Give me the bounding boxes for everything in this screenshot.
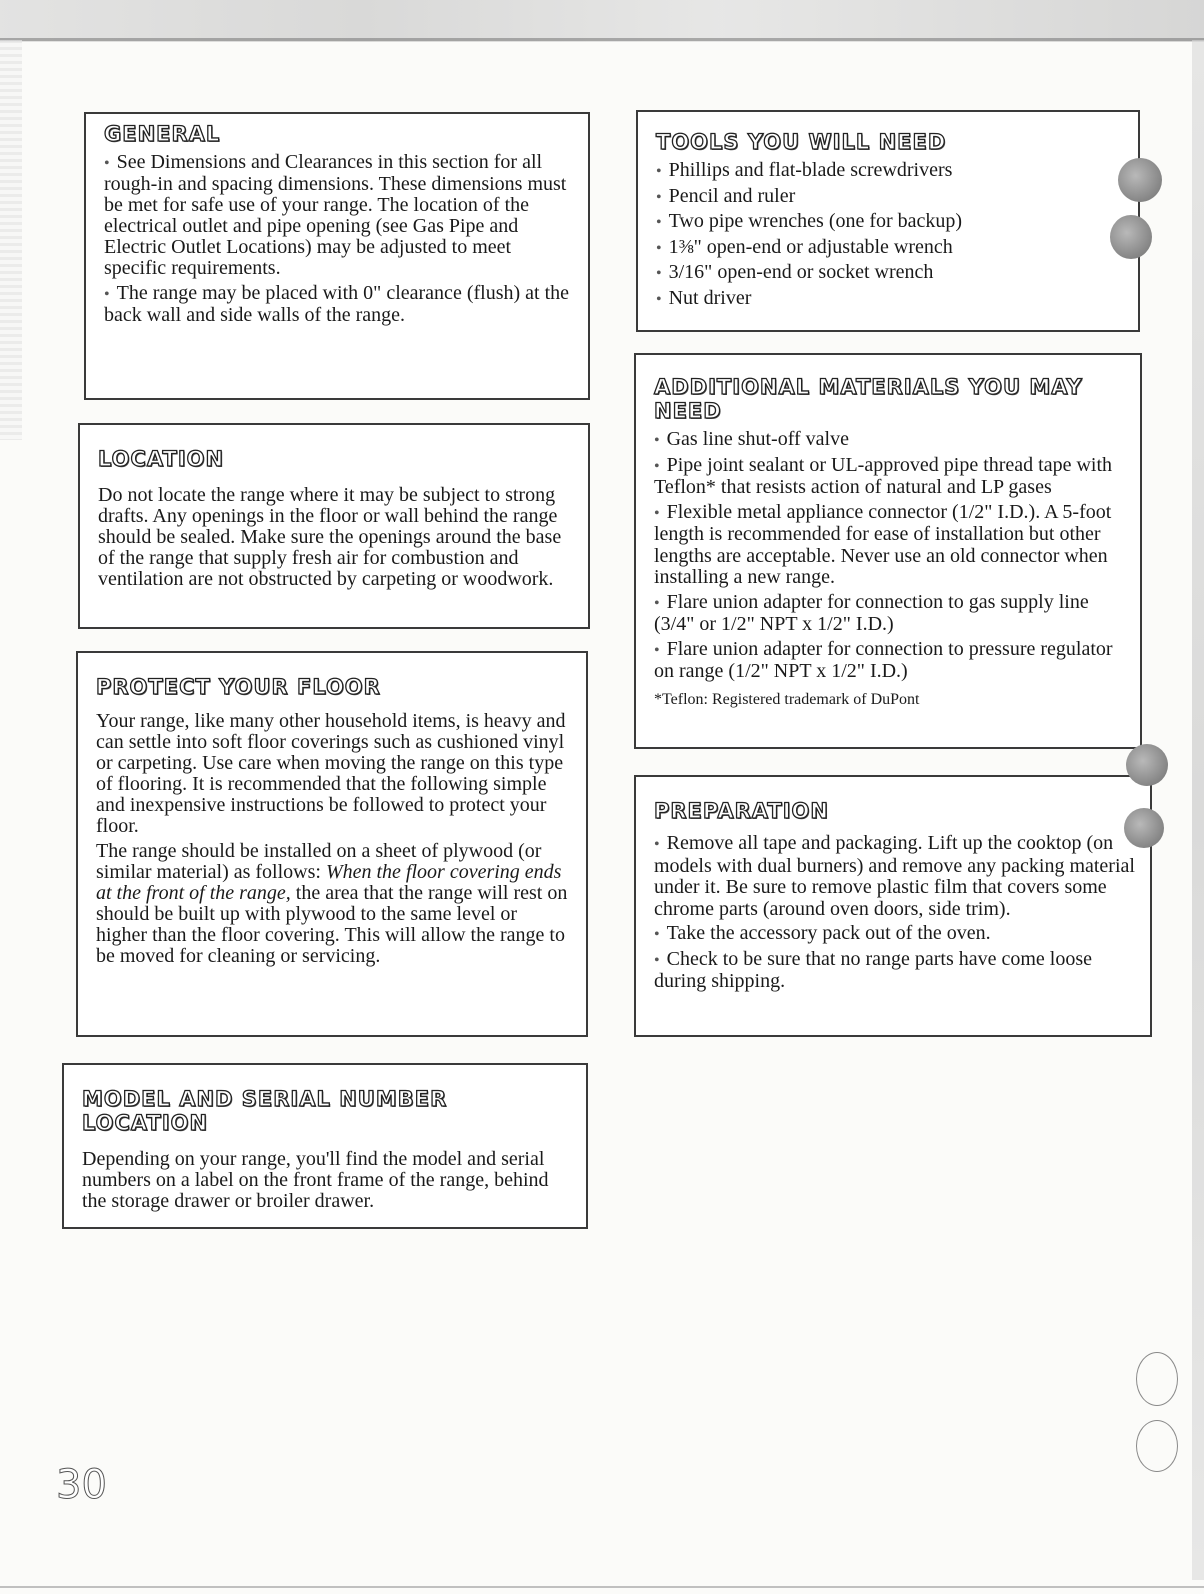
list-item: • Flexible metal appliance connector (1/2" I.D.). A 5-foot length is recommended for ease of installation but other lengths are acceptable. Never use an old connector when installing a new range. [654,502,1126,589]
list-item: • Gas line shut-off valve [654,429,1126,452]
list-item: • Flare union adapter for connection to gas supply line (3/4" or 1/2" NPT x 1/2" I.D.) [654,592,1126,636]
list-item: • Check to be sure that no range parts have come loose during shipping. [654,949,1136,993]
list-item: • Two pipe wrenches (one for backup) [656,211,1124,234]
list-item: • Pencil and ruler [656,186,1124,209]
general-paragraph-2: • The range may be placed with 0" clearance (flush) at the back wall and side walls of the range. [104,283,574,326]
list-item: • 1⅜" open-end or adjustable wrench [656,237,1124,260]
general-title: GENERAL [104,122,221,146]
model-serial-section [62,1063,588,1229]
protect-floor-section [76,651,588,1037]
binder-tab-marker [1110,215,1152,259]
scan-right-edge [1192,40,1204,1580]
materials-title: ADDITIONAL MATERIALS YOU MAY NEED [654,375,1083,423]
scan-left-edge [0,40,22,440]
protect-floor-paragraph-2 [96,841,572,967]
list-item: • Flare union adapter for connection to pressure regulator on range (1/2" NPT x 1/2" I.D.) [654,639,1126,683]
punch-hole-icon [1136,1352,1178,1406]
general-paragraph-1: • See Dimensions and Clearances in this section for all rough-in and spacing dimensions. These dimensions must be met for safe use of your range. The location of the electrical outlet and pipe opening (see Gas Pipe and Electric Outlet Locations) may be adjusted to meet specific requirements. [104,152,574,279]
list-item: • Pipe joint sealant or UL-approved pipe thread tape with Teflon* that resists action of natural and LP gases [654,455,1126,499]
list-item: • 3/16" open-end or socket wrench [656,262,1124,285]
scan-top-edge [0,0,1204,42]
list-item: • Remove all tape and packaging. Lift up the cooktop (on models with dual burners) and remove any packing material under it. Be sure to remove plastic film that covers some chrome parts (around oven doors, side trim). [654,833,1136,920]
page-number: 30 [56,1462,107,1508]
model-serial-paragraph: Depending on your range, you'll find the model and serial numbers on a label on the front frame of the range, behind the storage drawer or broiler drawer. [82,1148,549,1212]
materials-section [634,353,1142,749]
protect-floor-paragraph-1: Your range, like many other household items, is heavy and can settle into soft floor coverings such as cushioned vinyl or carpeting. Use care when moving the range on this type of flooring. It is recommended that the following simple and inexpensive instructions be followed to protect your floor. [96,710,566,837]
protect-floor-p2-end: the area that the range will rest on should be built up with plywood to the same level or higher than the floor covering. This will allow the range to be moved for cleaning or servicing. [96,882,568,967]
list-item: • Take the accessory pack out of the oven. [654,923,1136,946]
preparation-title: PREPARATION [654,799,829,823]
protect-floor-p2-start: The range should be installed on a sheet of plywood (or similar material) as follows: [96,840,542,883]
preparation-section [634,775,1152,1037]
teflon-footnote: *Teflon: Registered trademark of DuPont [654,690,920,708]
protect-floor-p2-italic: When the floor covering ends at the front of the range, [96,861,562,904]
general-section [84,112,590,400]
model-serial-title: MODEL AND SERIAL NUMBER LOCATION [82,1087,448,1135]
tools-title: TOOLS YOU WILL NEED [656,130,947,154]
scan-bottom-edge [0,1586,1204,1588]
punch-hole-icon [1136,1420,1178,1472]
scan-top-line [0,38,1204,41]
tools-section [636,110,1140,332]
binder-tab-marker [1118,158,1162,202]
location-title: LOCATION [98,447,225,471]
location-section [78,423,590,629]
binder-tab-marker [1126,744,1168,786]
preparation-list [654,833,1136,993]
tools-list [656,160,1124,310]
list-item: • Nut driver [656,288,1124,311]
location-paragraph: Do not locate the range where it may be subject to strong drafts. Any openings in the floor or wall behind the range should be sealed. Make sure the openings around the base of the range that supply fresh air for combustion and ventilation are not obstructed by carpeting or woodwork. [98,484,562,590]
list-item: • Phillips and flat-blade screwdrivers [656,160,1124,183]
materials-list [654,429,1126,683]
protect-floor-title: PROTECT YOUR FLOOR [96,675,381,699]
binder-tab-marker [1124,808,1164,848]
